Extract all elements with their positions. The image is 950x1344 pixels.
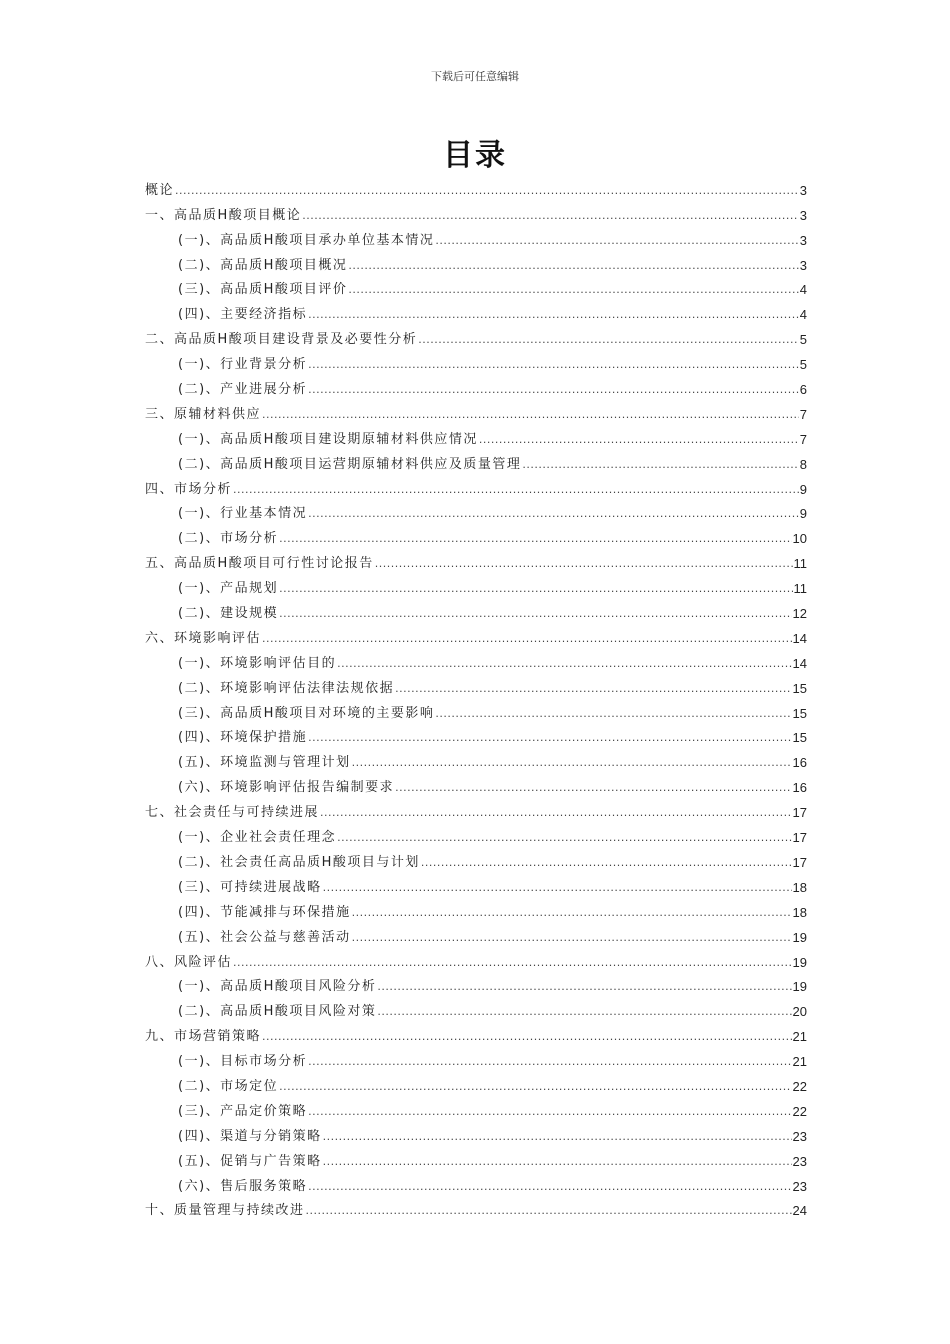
toc-dot-leader <box>279 1079 791 1095</box>
header-note: 下载后可任意编辑 <box>431 70 519 83</box>
toc-entry-page-number: 14 <box>792 655 807 671</box>
toc-dot-leader <box>302 208 798 224</box>
toc-entry[interactable] <box>145 1170 807 1195</box>
toc-dot-leader <box>308 1104 791 1120</box>
toc-entry[interactable] <box>145 448 807 473</box>
toc-entry-page-number: 17 <box>792 805 807 821</box>
toc-entry[interactable] <box>145 473 807 498</box>
toc-entry-page-number: 15 <box>792 730 807 746</box>
toc-dot-leader <box>308 730 791 746</box>
toc-entry-page-number: 23 <box>792 1153 807 1169</box>
toc-entry-page-number: 9 <box>799 481 807 497</box>
toc-dot-leader <box>323 880 792 896</box>
toc-entry[interactable] <box>145 921 807 946</box>
toc-dot-leader <box>421 855 792 871</box>
toc-entry-label: 七、社会责任与可持续进展 <box>145 805 320 821</box>
toc-entry[interactable] <box>145 298 807 323</box>
toc-entry-label: 八、风险评估 <box>145 954 233 970</box>
toc-entry-page-number: 7 <box>799 406 807 422</box>
toc-entry[interactable] <box>145 597 807 622</box>
toc-entry-page-number: 3 <box>799 207 807 223</box>
toc-entry-label: 二、高品质H酸项目建设背景及必要性分析 <box>145 332 418 348</box>
toc-dot-leader <box>233 482 799 498</box>
toc-entry-label: 九、市场营销策略 <box>145 1029 262 1045</box>
toc-entry-page-number: 21 <box>792 1054 807 1070</box>
toc-dot-leader <box>262 1029 792 1045</box>
toc-entry-label: (三)、高品质H酸项目评价 <box>178 282 348 298</box>
toc-entry[interactable] <box>145 323 807 348</box>
toc-entry[interactable] <box>145 746 807 771</box>
toc-entry-page-number: 11 <box>793 556 807 572</box>
toc-dot-leader <box>233 955 792 971</box>
toc-entry[interactable] <box>145 547 807 572</box>
toc-entry-page-number: 21 <box>792 1029 807 1045</box>
toc-dot-leader <box>308 307 799 323</box>
toc-entry-label: (三)、产品定价策略 <box>178 1103 308 1119</box>
toc-entry[interactable] <box>145 771 807 796</box>
toc-dot-leader <box>323 1129 792 1145</box>
toc-entry-label: (五)、社会公益与慈善活动 <box>178 929 351 945</box>
toc-entry-page-number: 18 <box>792 879 807 895</box>
page-title: 目录 <box>443 138 507 173</box>
toc-entry-label: (二)、产业进展分析 <box>178 382 308 398</box>
toc-dot-leader <box>175 183 799 199</box>
toc-dot-leader <box>337 830 791 846</box>
toc-entry-label: (二)、高品质H酸项目运营期原辅材料供应及质量管理 <box>178 456 522 472</box>
toc-dot-leader <box>522 457 798 473</box>
toc-entry[interactable] <box>145 174 807 199</box>
toc-entry-label: (三)、高品质H酸项目对环境的主要影响 <box>178 705 435 721</box>
toc-entry-label: (二)、市场分析 <box>178 531 279 547</box>
toc-entry[interactable] <box>145 1045 807 1070</box>
toc-dot-leader <box>377 1004 791 1020</box>
toc-entry-label: (一)、环境影响评估目的 <box>178 655 337 671</box>
toc-entry-page-number: 24 <box>792 1203 807 1219</box>
toc-dot-leader <box>308 1054 791 1070</box>
toc-entry-page-number: 23 <box>792 1128 807 1144</box>
toc-dot-leader <box>352 755 792 771</box>
toc-entry[interactable] <box>145 1095 807 1120</box>
toc-entry-page-number: 19 <box>792 929 807 945</box>
toc-entry[interactable] <box>145 622 807 647</box>
toc-entry-label: (二)、市场定位 <box>178 1078 279 1094</box>
toc-entry-label: 三、原辅材料供应 <box>145 406 262 422</box>
toc-entry[interactable] <box>145 522 807 547</box>
toc-entry[interactable] <box>145 821 807 846</box>
toc-entry-page-number: 14 <box>792 630 807 646</box>
toc-entry-label: (二)、高品质H酸项目风险对策 <box>178 1004 377 1020</box>
toc-dot-leader <box>352 905 792 921</box>
toc-entry-label: (一)、高品质H酸项目承办单位基本情况 <box>178 232 435 248</box>
toc-entry-page-number: 5 <box>799 357 807 373</box>
toc-dot-leader <box>377 979 791 995</box>
toc-entry[interactable] <box>145 224 807 249</box>
toc-entry-page-number: 8 <box>799 456 807 472</box>
toc-entry-label: (三)、可持续进展战略 <box>178 879 322 895</box>
toc-entry-page-number: 23 <box>792 1178 807 1194</box>
toc-dot-leader <box>262 631 792 647</box>
toc-entry-label: 一、高品质H酸项目概论 <box>145 207 302 223</box>
toc-dot-leader <box>308 1179 791 1195</box>
toc-entry-label: (一)、目标市场分析 <box>178 1054 308 1070</box>
toc-entry-label: (四)、渠道与分销策略 <box>178 1128 322 1144</box>
toc-entry[interactable] <box>145 647 807 672</box>
toc-entry[interactable] <box>145 896 807 921</box>
toc-entry-page-number: 3 <box>799 232 807 248</box>
toc-entry-page-number: 16 <box>792 755 807 771</box>
toc-entry-label: 六、环境影响评估 <box>145 630 262 646</box>
toc-dot-leader <box>418 332 798 348</box>
toc-dot-leader <box>262 407 799 423</box>
toc-entry[interactable] <box>145 995 807 1020</box>
toc-entry-label: (二)、环境影响评估法律法规依据 <box>178 680 395 696</box>
toc-dot-leader <box>479 432 799 448</box>
toc-dot-leader <box>395 681 791 697</box>
toc-entry-label: (一)、高品质H酸项目建设期原辅材料供应情况 <box>178 431 478 447</box>
toc-dot-leader <box>352 930 792 946</box>
toc-entry[interactable] <box>145 1145 807 1170</box>
toc-entry-page-number: 6 <box>799 382 807 398</box>
toc-entry-label: (四)、环境保护措施 <box>178 730 308 746</box>
toc-entry-page-number: 18 <box>792 904 807 920</box>
toc-entry-label: (六)、环境影响评估报告编制要求 <box>178 780 395 796</box>
toc-entry-page-number: 22 <box>792 1078 807 1094</box>
toc-dot-leader <box>320 805 792 821</box>
toc-entry-label: 四、市场分析 <box>145 481 233 497</box>
toc-entry[interactable] <box>145 274 807 299</box>
toc-entry[interactable] <box>145 498 807 523</box>
toc-dot-leader <box>323 1154 792 1170</box>
toc-entry-page-number: 3 <box>799 257 807 273</box>
toc-entry-label: (二)、高品质H酸项目概况 <box>178 257 348 273</box>
toc-entry[interactable] <box>145 398 807 423</box>
toc-entry-page-number: 19 <box>792 979 807 995</box>
toc-entry-label: (四)、节能减排与环保措施 <box>178 904 351 920</box>
toc-entry[interactable] <box>145 199 807 224</box>
toc-dot-leader <box>308 382 799 398</box>
toc-entry[interactable] <box>145 348 807 373</box>
toc-entry-label: 五、高品质H酸项目可行性讨论报告 <box>145 556 374 572</box>
toc-entry[interactable] <box>145 846 807 871</box>
toc-entry-label: (一)、高品质H酸项目风险分析 <box>178 979 377 995</box>
toc-dot-leader <box>306 1203 792 1219</box>
toc-entry[interactable] <box>145 871 807 896</box>
toc-entry-page-number: 19 <box>792 954 807 970</box>
toc-entry-page-number: 15 <box>792 705 807 721</box>
toc-entry-label: 概论 <box>145 182 175 198</box>
toc-entry[interactable] <box>145 697 807 722</box>
toc-entry-label: (五)、促销与广告策略 <box>178 1153 322 1169</box>
toc-entry[interactable] <box>145 722 807 747</box>
toc-entry[interactable] <box>145 796 807 821</box>
toc-entry-page-number: 9 <box>799 506 807 522</box>
toc-entry-label: (二)、建设规模 <box>178 606 279 622</box>
toc-entry-page-number: 3 <box>799 182 807 198</box>
toc-entry-label: (一)、行业基本情况 <box>178 506 308 522</box>
toc-entry-page-number: 4 <box>799 282 807 298</box>
toc-dot-leader <box>279 581 792 597</box>
toc-entry-page-number: 15 <box>792 680 807 696</box>
toc-entry[interactable] <box>145 1020 807 1045</box>
toc-entry[interactable] <box>145 249 807 274</box>
toc-entry[interactable] <box>145 572 807 597</box>
toc-dot-leader <box>435 233 798 249</box>
toc-dot-leader <box>348 282 798 298</box>
toc-dot-leader <box>337 656 791 672</box>
toc-entry-page-number: 20 <box>792 1004 807 1020</box>
toc-dot-leader <box>395 780 791 796</box>
toc-dot-leader <box>279 606 791 622</box>
toc-entry-label: (六)、售后服务策略 <box>178 1178 308 1194</box>
toc-entry[interactable] <box>145 1120 807 1145</box>
toc-entry-page-number: 10 <box>792 531 807 547</box>
toc-entry-label: 十、质量管理与持续改进 <box>145 1203 305 1219</box>
toc-entry[interactable] <box>145 1195 807 1220</box>
toc-dot-leader <box>435 706 791 722</box>
toc-entry-page-number: 7 <box>799 431 807 447</box>
toc-entry[interactable] <box>145 1070 807 1095</box>
toc-entry[interactable] <box>145 946 807 971</box>
toc-entry-label: (一)、产品规划 <box>178 581 279 597</box>
toc-dot-leader <box>308 357 799 373</box>
toc-entry-page-number: 22 <box>792 1103 807 1119</box>
toc-entry-page-number: 12 <box>792 606 807 622</box>
toc-entry-page-number: 17 <box>792 830 807 846</box>
toc-entry[interactable] <box>145 373 807 398</box>
toc-entry-label: (一)、行业背景分析 <box>178 357 308 373</box>
toc-entry-page-number: 4 <box>799 307 807 323</box>
toc-entry-label: (二)、社会责任高品质H酸项目与计划 <box>178 854 420 870</box>
toc-entry-page-number: 11 <box>793 581 807 597</box>
toc-entry-label: (一)、企业社会责任理念 <box>178 830 337 846</box>
toc-entry[interactable] <box>145 672 807 697</box>
toc-entry-label: (五)、环境监测与管理计划 <box>178 755 351 771</box>
toc-dot-leader <box>348 258 798 274</box>
table-of-contents <box>145 174 807 1219</box>
toc-entry[interactable] <box>145 423 807 448</box>
toc-dot-leader <box>308 506 799 522</box>
toc-entry-page-number: 17 <box>792 854 807 870</box>
toc-entry-label: (四)、主要经济指标 <box>178 307 308 323</box>
toc-dot-leader <box>279 531 791 547</box>
toc-entry[interactable] <box>145 971 807 996</box>
toc-entry-page-number: 5 <box>799 332 807 348</box>
toc-dot-leader <box>375 556 793 572</box>
toc-entry-page-number: 16 <box>792 780 807 796</box>
